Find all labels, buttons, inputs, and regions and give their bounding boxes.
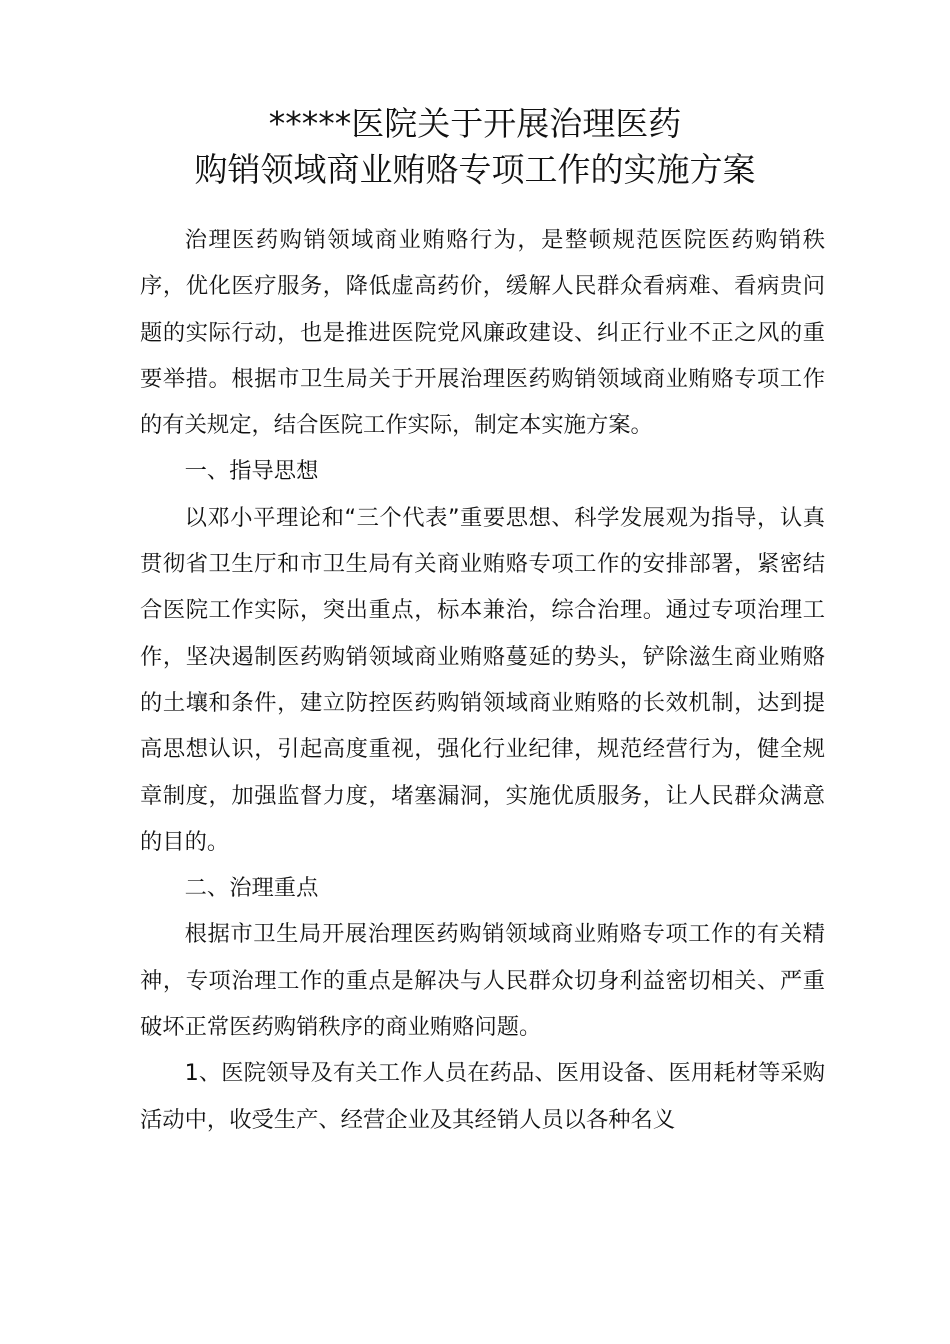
document-title-line-1: *****医院关于开展治理医药 (268, 104, 682, 143)
guiding-thought-paragraph: 以邓小平理论和“三个代表”重要思想、科学发展观为指导，认真贯彻省卫生厅和市卫生局有关商业贿赂专项工作的安排部署，紧密结合医院工作实际，突出重点，标本兼治，综合治理。通过专项治理工作，坚决遏制医药购销领域商业贿赂蔓延的势头，铲除滋生商业贿赂的土壤和条件，建立防控医药购销领域商业贿赂的长效机制，达到提高思想认识，引起高度重视，强化行业纪律，规范经营行为，健全规章制度，加强监督力度，堵塞漏洞，实施优质服务，让人民群众满意的目的。 (140, 504, 825, 855)
document-body (140, 217, 825, 1143)
section-heading-governance-focus: 二、治理重点 (184, 875, 319, 902)
section-heading-guiding-thought: 一、指导思想 (184, 458, 319, 485)
list-item-1-paragraph: 1、医院领导及有关工作人员在药品、医用设备、医用耗材等采购活动中，收受生产、经营企业及其经销人员以各种名义 (140, 1060, 825, 1133)
governance-focus-paragraph: 根据市卫生局开展治理医药购销领域商业贿赂专项工作的有关精神，专项治理工作的重点是解决与人民群众切身利益密切相关、严重破坏正常医药购销秩序的商业贿赂问题。 (140, 921, 825, 1041)
document-title-line-2: 购销领域商业贿赂专项工作的实施方案 (194, 150, 756, 189)
intro-paragraph: 治理医药购销领域商业贿赂行为，是整顿规范医院医药购销秩序，优化医疗服务，降低虚高药价，缓解人民群众看病难、看病贵问题的实际行动，也是推进医院党风廉政建设、纠正行业不正之风的重要举措。根据市卫生局关于开展治理医药购销领域商业贿赂专项工作的有关规定，结合医院工作实际，制定本实施方案。 (140, 227, 825, 439)
